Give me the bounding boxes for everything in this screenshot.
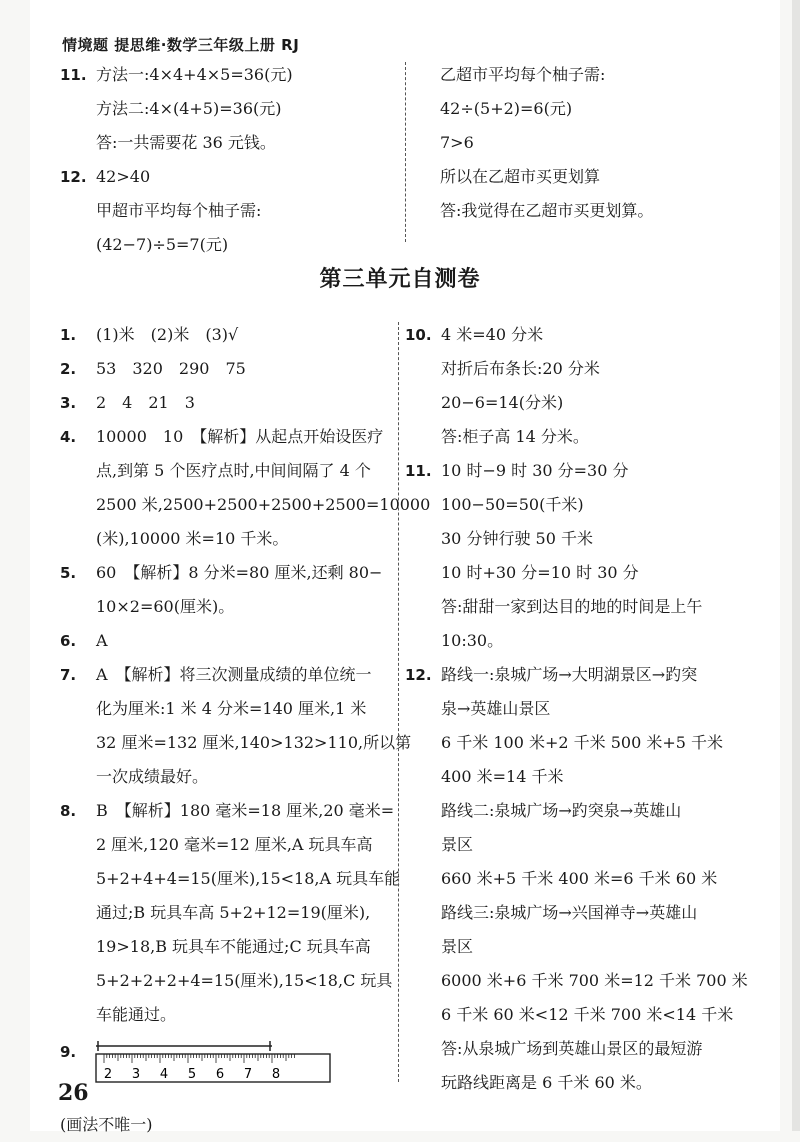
question-number: 6.	[60, 632, 77, 650]
answer-line	[60, 194, 380, 228]
answer-line	[60, 930, 395, 964]
answer-text: 景区	[441, 835, 474, 854]
answer-text: 路线三:泉城广场→兴国禅寺→英雄山	[441, 903, 698, 922]
answer-line	[60, 590, 395, 624]
answer-line: 42÷(5+2)=6(元)	[440, 99, 573, 118]
answer-line	[60, 454, 395, 488]
ruler-ticks	[104, 1054, 295, 1082]
answer-text: 10 时−9 时 30 分=30 分	[441, 461, 629, 480]
answer-line	[405, 556, 735, 590]
answer-text: 玩路线距离是 6 千米 60 米。	[441, 1073, 652, 1092]
answer-text: 42>40	[96, 167, 151, 186]
question-number: 11.	[60, 66, 87, 84]
answer-line	[405, 352, 735, 386]
column-divider-top	[405, 62, 406, 242]
main-right-column	[405, 318, 748, 1100]
answer-text: B 【解析】180 毫米=18 厘米,20 毫米=	[96, 801, 395, 820]
answer-line	[60, 896, 395, 930]
answer-text: (1)米 (2)米 (3)√	[96, 325, 239, 344]
answer-line	[405, 522, 735, 556]
answer-text: 4 米=40 分米	[441, 325, 544, 344]
answer-line	[60, 828, 395, 862]
answer-text: 30 分钟行驶 50 千米	[441, 529, 593, 548]
answer-text: 2500 米,2500+2500+2500+2500=10000	[96, 495, 431, 514]
answer-text: A 【解析】将三次测量成绩的单位统一	[96, 665, 372, 684]
top-left-column	[60, 58, 380, 262]
answer-line	[405, 794, 735, 828]
answer-text: (米),10000 米=10 千米。	[96, 529, 289, 548]
answer-line	[60, 126, 380, 160]
answer-line	[405, 828, 735, 862]
answer-line	[60, 692, 395, 726]
answer-line	[405, 454, 735, 488]
ruler-label: 2	[103, 1067, 113, 1082]
answer-text: 6 千米 60 米<12 千米 700 米<14 千米	[441, 1005, 734, 1024]
answer-text: 10000 10 【解析】从起点开始设医疗	[96, 427, 384, 446]
answer-line	[60, 420, 395, 454]
answer-text: 20−6=14(分米)	[441, 393, 564, 412]
answer-text: 5+2+4+4=15(厘米),15<18,A 玩具车能	[96, 869, 401, 888]
answer-text: 10 时+30 分=10 时 30 分	[441, 563, 639, 582]
question-number: 8.	[60, 802, 77, 820]
column-divider-main	[398, 322, 399, 1082]
answer-line	[405, 998, 735, 1032]
page-header: 情境题 提思维·数学三年级上册 RJ	[62, 36, 300, 54]
answer-line	[405, 590, 735, 624]
answer-line	[405, 862, 735, 896]
answer-line	[60, 964, 395, 998]
answer-text: 10×2=60(厘米)。	[96, 597, 235, 616]
question-number: 9.	[60, 1043, 77, 1061]
answer-line	[405, 760, 735, 794]
ruler-label: 7	[243, 1067, 253, 1082]
answer-line	[60, 522, 395, 556]
answer-text: 点,到第 5 个医疗点时,中间间隔了 4 个	[96, 461, 371, 480]
question-9	[60, 1038, 395, 1110]
answer-line	[405, 1032, 735, 1066]
question-number: 11.	[405, 462, 432, 480]
question-number: 1.	[60, 326, 77, 344]
answer-text: 一次成绩最好。	[96, 767, 209, 786]
ruler-label: 5	[187, 1067, 197, 1082]
answer-line	[405, 386, 735, 420]
answer-text: 答:甜甜一家到达目的地的时间是上午	[441, 597, 703, 616]
answer-line	[60, 794, 395, 828]
q9-note: (画法不唯一)	[60, 1115, 153, 1134]
main-left-column	[60, 318, 431, 1142]
section-title: 第三单元自测卷	[319, 267, 481, 292]
question-number: 12.	[405, 666, 432, 684]
answer-line	[405, 1066, 735, 1100]
answer-line	[405, 488, 735, 522]
answer-line	[405, 318, 735, 352]
answer-text: 6000 米+6 千米 700 米=12 千米 700 米	[441, 971, 748, 990]
answer-line: 所以在乙超市买更划算	[440, 167, 601, 186]
answer-text: 路线一:泉城广场→大明湖景区→趵突	[441, 665, 698, 684]
answer-line	[405, 930, 735, 964]
top-right-column	[440, 58, 760, 228]
answer-text: 400 米=14 千米	[441, 767, 564, 786]
answer-text: 答:一共需要花 36 元钱。	[96, 133, 276, 152]
answer-text: 2 4 21 3	[96, 393, 195, 412]
answer-line	[60, 228, 380, 262]
answer-text: 答:从泉城广场到英雄山景区的最短游	[441, 1039, 703, 1058]
question-number: 2.	[60, 360, 77, 378]
ruler-label: 8	[271, 1067, 281, 1082]
answer-line	[405, 964, 748, 998]
answer-line	[60, 386, 395, 420]
question-number: 12.	[60, 168, 87, 186]
question-number: 7.	[60, 666, 77, 684]
answer-text: A	[96, 631, 108, 650]
answer-line	[60, 760, 395, 794]
answer-text: 路线二:泉城广场→趵突泉→英雄山	[441, 801, 682, 820]
answer-line: 7>6	[440, 133, 474, 152]
answer-text: 对折后布条长:20 分米	[441, 359, 600, 378]
answer-text: 方法二:4×(4+5)=36(元)	[96, 99, 282, 118]
answer-text: 6 千米 100 米+2 千米 500 米+5 千米	[441, 733, 724, 752]
answer-line	[60, 488, 431, 522]
page-number: 26	[58, 1080, 89, 1106]
answer-line: 乙超市平均每个柚子需:	[440, 65, 606, 84]
answer-line	[60, 556, 395, 590]
answer-line	[60, 624, 395, 658]
answer-text: 景区	[441, 937, 474, 956]
answer-text: 5+2+2+2+4=15(厘米),15<18,C 玩具	[96, 971, 393, 990]
question-number: 10.	[405, 326, 432, 344]
answer-line	[60, 726, 412, 760]
answer-line	[405, 692, 735, 726]
answer-line	[60, 318, 395, 352]
answer-line	[405, 658, 735, 692]
answer-text: 60 【解析】8 分米=80 厘米,还剩 80−	[96, 563, 383, 582]
question-number: 3.	[60, 394, 77, 412]
answer-line: 答:我觉得在乙超市买更划算。	[440, 201, 654, 220]
ruler-label: 3	[131, 1067, 141, 1082]
answer-line	[60, 658, 395, 692]
answer-text: 19>18,B 玩具车不能通过;C 玩具车高	[96, 937, 371, 956]
answer-line	[405, 896, 735, 930]
answer-line	[60, 160, 380, 194]
answer-text: 100−50=50(千米)	[441, 495, 584, 514]
ruler-drawing	[94, 1038, 334, 1108]
answer-text: 甲超市平均每个柚子需:	[96, 201, 262, 220]
page-edge-shadow	[740, 0, 800, 1131]
answer-text: 32 厘米=132 厘米,140>132>110,所以第	[96, 733, 412, 752]
answer-text: 答:柜子高 14 分米。	[441, 427, 589, 446]
answer-text: (42−7)÷5=7(元)	[96, 235, 229, 254]
answer-line	[60, 862, 401, 896]
answer-line	[405, 420, 735, 454]
answer-line	[60, 352, 395, 386]
answer-line	[60, 998, 395, 1032]
answer-text: 53 320 290 75	[96, 359, 246, 378]
answer-text: 660 米+5 千米 400 米=6 千米 60 米	[441, 869, 718, 888]
answer-text: 化为厘米:1 米 4 分米=140 厘米,1 米	[96, 699, 367, 718]
answer-line	[60, 92, 380, 126]
question-number: 4.	[60, 428, 77, 446]
ruler-label: 4	[159, 1067, 169, 1082]
answer-line	[405, 726, 735, 760]
answer-text: 2 厘米,120 毫米=12 厘米,A 玩具车高	[96, 835, 373, 854]
answer-text: 车能通过。	[96, 1005, 177, 1024]
answer-text: 10:30。	[441, 631, 504, 650]
answer-text: 方法一:4×4+4×5=36(元)	[96, 65, 293, 84]
answer-line	[60, 58, 380, 92]
answer-text: 通过;B 玩具车高 5+2+12=19(厘米),	[96, 903, 371, 922]
question-number: 5.	[60, 564, 77, 582]
ruler-label: 6	[215, 1067, 225, 1082]
answer-text: 泉→英雄山景区	[441, 699, 551, 718]
answer-line	[405, 624, 735, 658]
